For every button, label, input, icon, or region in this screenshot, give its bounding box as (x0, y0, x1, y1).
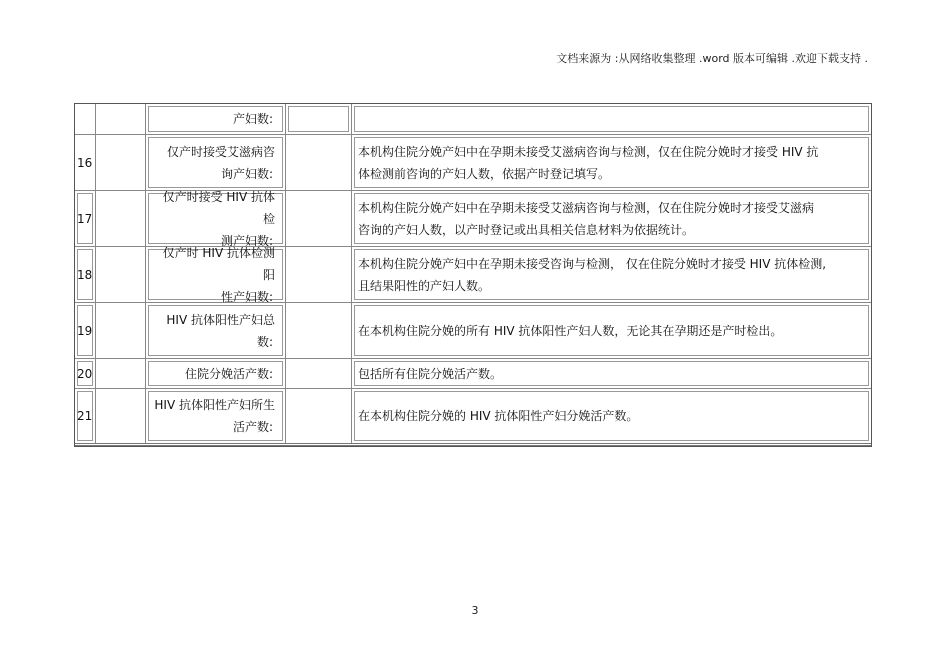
description-line2: 体检测前咨询的产妇人数，依据产时登记填写。 (358, 166, 611, 181)
item-name-line1: HIV 抗体阳性产妇总 (166, 312, 275, 327)
empty-column (285, 135, 351, 190)
empty-column (285, 359, 351, 388)
item-name-line2: 测产妇数: (220, 233, 273, 248)
item-name-line2: 数: (256, 334, 273, 349)
item-name-line1: HIV 抗体阳性产妇所生 (154, 398, 275, 412)
row-number: 16 (77, 155, 93, 170)
item-name (145, 191, 285, 246)
row-number: 21 (75, 389, 95, 443)
blank-column (95, 303, 145, 358)
description-line1: 在本机构住院分娩的所有 HIV 抗体阳性产妇人数，无论其在孕期还是产时检出。 (358, 323, 783, 338)
blank-column (95, 191, 145, 246)
blank-column (95, 135, 145, 190)
description-line1: 在本机构住院分娩的 HIV 抗体阳性产妇分娩活产数。 (358, 409, 639, 423)
row-number: 20 (75, 359, 95, 388)
item-name-line2: 产妇数: (232, 112, 273, 126)
table-row (75, 104, 871, 134)
table-row (75, 358, 871, 388)
definitions-table (74, 103, 872, 447)
row-number (75, 104, 95, 134)
item-name-line1: 仅产时接受艾滋病咨 (166, 144, 275, 159)
empty-column (285, 303, 351, 358)
description-line1: 本机构住院分娩产妇中在孕期未接受艾滋病咨询与检测，仅在住院分娩时才接受艾滋病 (358, 200, 815, 215)
empty-column (285, 191, 351, 246)
empty-column (285, 389, 351, 443)
blank-column (95, 359, 145, 388)
description-line1: 本机构住院分娩产妇中在孕期未接受咨询与检测， 仅在住院分娩时才接受 HIV 抗体检测, (358, 256, 827, 271)
item-name (145, 303, 285, 358)
blank-column (95, 389, 145, 443)
description-line2: 且结果阳性的产妇人数。 (358, 278, 491, 293)
item-description (351, 247, 871, 302)
row-number: 19 (75, 303, 95, 358)
item-description (351, 191, 871, 246)
header-note: 文档来源为 :从网络收集整理 .word 版本可编辑 .欢迎下载支持 . (556, 52, 868, 65)
empty-column (285, 104, 351, 134)
item-name-line2: 住院分娩活产数: (184, 366, 273, 381)
item-description (351, 359, 871, 388)
description-line1: 本机构住院分娩产妇中在孕期未接受艾滋病咨询与检测，仅在住院分娩时才接受 HIV 抗 (358, 144, 819, 159)
item-description (351, 135, 871, 190)
blank-column (95, 247, 145, 302)
table-row (75, 302, 871, 358)
table-row (75, 388, 871, 446)
item-description (351, 389, 871, 443)
item-name-line2: 询产妇数: (220, 166, 273, 181)
item-name-line1: 仅产时接受 HIV 抗体检 (162, 189, 275, 226)
item-description (351, 303, 871, 358)
table-row (75, 190, 871, 246)
row-number: 18 (75, 247, 95, 302)
item-name-line2: 活产数: (232, 420, 273, 434)
item-description (351, 104, 871, 134)
item-name (145, 104, 285, 134)
row-number: 17 (75, 191, 95, 246)
description-line2: 咨询的产妇人数，以产时登记或出具相关信息材料为依据统计。 (358, 222, 695, 237)
table-row (75, 134, 871, 190)
item-name (145, 359, 285, 388)
page-number: 3 (471, 604, 479, 617)
item-name (145, 135, 285, 190)
empty-column (285, 247, 351, 302)
table-row (75, 246, 871, 302)
blank-column (95, 104, 145, 134)
item-name-line2: 性产妇数: (220, 289, 273, 304)
item-name (145, 247, 285, 302)
item-name-line1: 仅产时 HIV 抗体检测阳 (162, 245, 275, 282)
description-line1: 包括所有住院分娩活产数。 (358, 366, 503, 381)
item-name (145, 389, 285, 443)
